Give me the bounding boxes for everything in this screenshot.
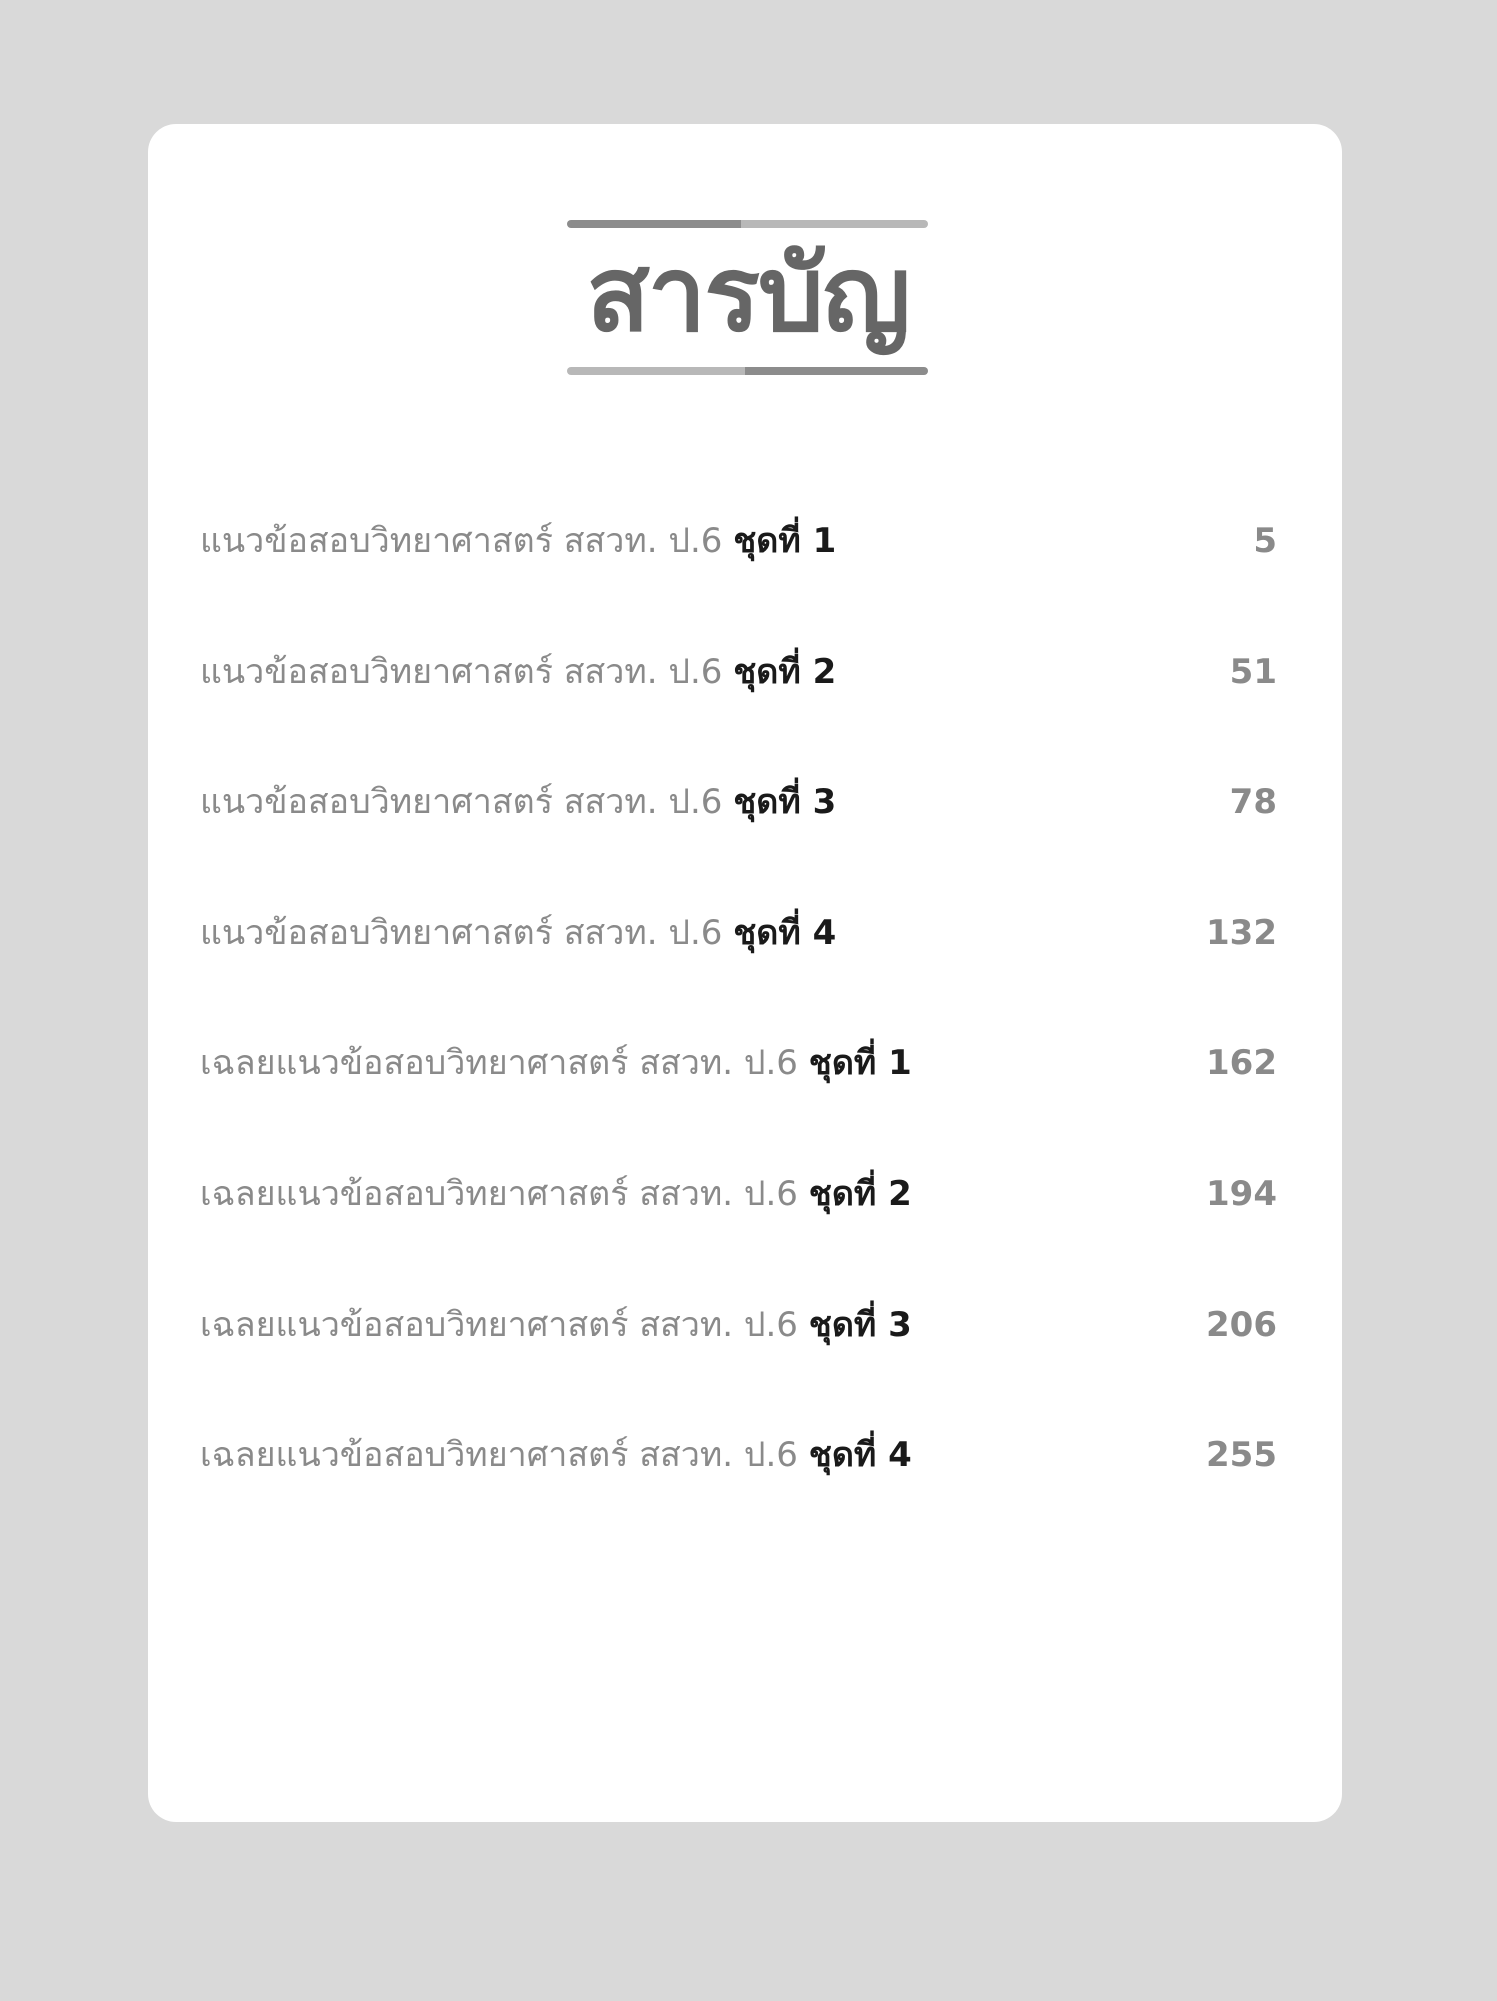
toc-entry[interactable]: [200, 648, 1277, 779]
toc-page-number: 132: [1206, 912, 1277, 953]
toc-entry-set: ชุดที่ 1: [808, 1043, 912, 1084]
title-top-rule: [567, 220, 928, 228]
toc-entry-set: ชุดที่ 3: [808, 1304, 912, 1345]
toc-entry-label: เฉลยแนวข้อสอบวิทยาศาสตร์ สสวท. ป.6: [200, 1435, 798, 1476]
toc-entry[interactable]: [200, 909, 1277, 1040]
title-bottom-rule: [567, 367, 928, 375]
toc-entry-label: แนวข้อสอบวิทยาศาสตร์ สสวท. ป.6: [200, 651, 723, 692]
toc-page-number: 162: [1206, 1043, 1277, 1084]
toc-page-number: 51: [1229, 651, 1277, 692]
toc-entry-title: [200, 1431, 912, 1479]
toc-page-number: 255: [1206, 1435, 1277, 1476]
toc-entry[interactable]: [200, 778, 1277, 909]
toc-entry-label: แนวข้อสอบวิทยาศาสตร์ สสวท. ป.6: [200, 912, 723, 953]
toc-entry-set: ชุดที่ 4: [808, 1435, 912, 1476]
toc-entry[interactable]: [200, 1170, 1277, 1301]
toc-entry-title: [200, 778, 836, 826]
toc-entry[interactable]: [200, 1301, 1277, 1432]
title-block: [567, 220, 928, 375]
toc-page-number: 194: [1206, 1173, 1277, 1214]
toc-entry-label: เฉลยแนวข้อสอบวิทยาศาสตร์ สสวท. ป.6: [200, 1043, 798, 1084]
toc-entry-set: ชุดที่ 2: [808, 1173, 912, 1214]
toc-entry-title: [200, 517, 836, 565]
toc-entry-title: [200, 1170, 912, 1218]
toc-entry-label: แนวข้อสอบวิทยาศาสตร์ สสวท. ป.6: [200, 782, 723, 823]
toc-entry-title: [200, 1301, 912, 1349]
toc-entry-set: ชุดที่ 1: [733, 521, 837, 561]
toc-entry[interactable]: [200, 1431, 1277, 1562]
toc-entry-label: เฉลยแนวข้อสอบวิทยาศาสตร์ สสวท. ป.6: [200, 1304, 798, 1345]
toc-card: [148, 124, 1342, 1822]
toc-page-number: 206: [1206, 1304, 1277, 1345]
toc-entry-set: ชุดที่ 2: [733, 651, 837, 692]
toc-page-number: 5: [1253, 521, 1277, 561]
toc-entry-title: [200, 1039, 912, 1087]
toc-entry-title: [200, 909, 836, 957]
toc-page-number: 78: [1229, 782, 1277, 823]
toc-entry-label: เฉลยแนวข้อสอบวิทยาศาสตร์ สสวท. ป.6: [200, 1173, 798, 1214]
toc-entry[interactable]: [200, 1039, 1277, 1170]
toc-entry-label: แนวข้อสอบวิทยาศาสตร์ สสวท. ป.6: [200, 521, 723, 561]
page-title: สารบัญ: [586, 233, 909, 355]
toc-list: [200, 517, 1277, 1562]
toc-entry-set: ชุดที่ 3: [733, 782, 837, 823]
toc-entry[interactable]: [200, 517, 1277, 648]
toc-entry-title: [200, 648, 836, 696]
toc-entry-set: ชุดที่ 4: [733, 912, 837, 953]
